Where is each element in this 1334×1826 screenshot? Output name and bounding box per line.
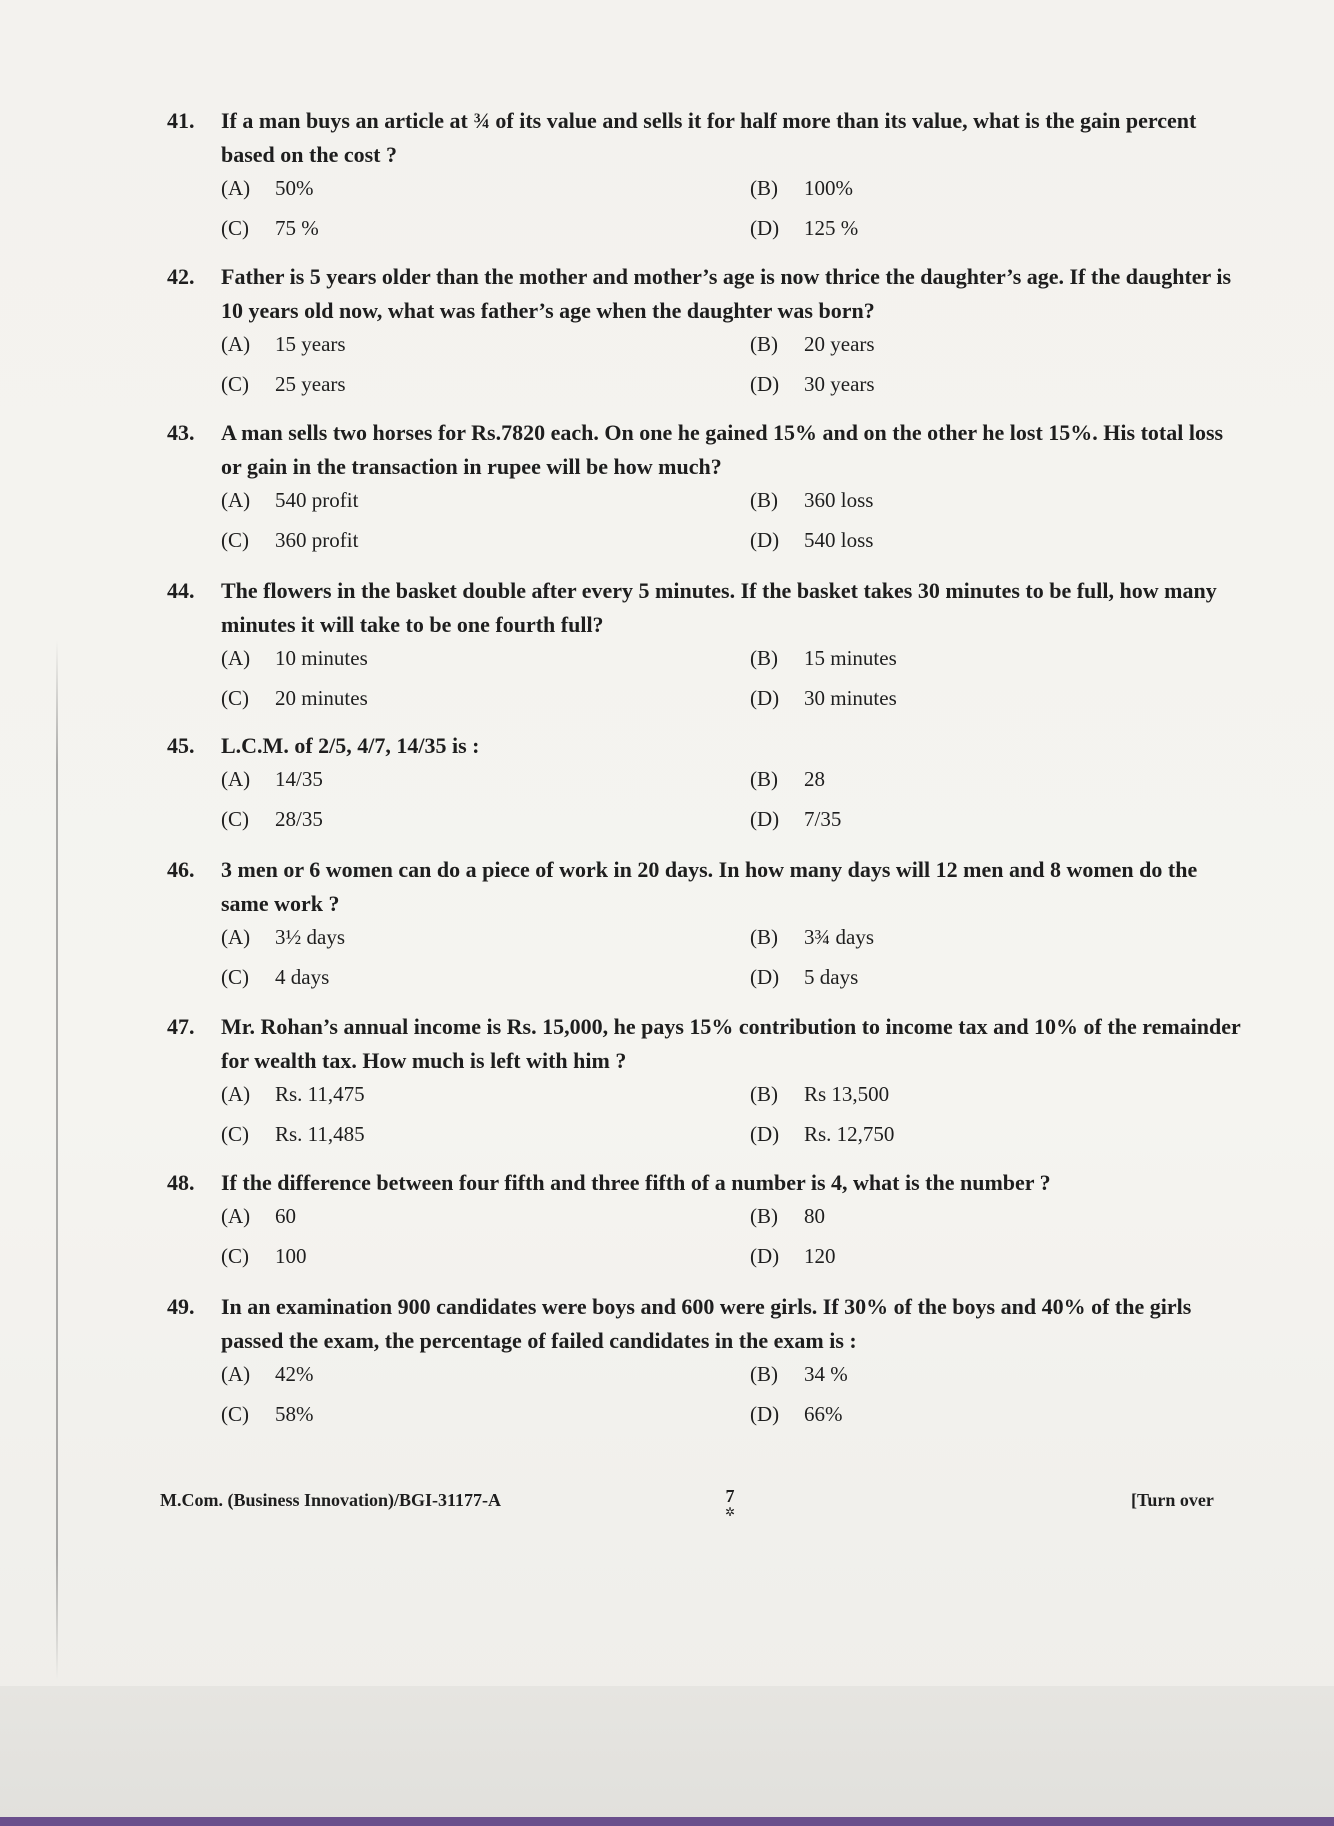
option-b: (B) 28 <box>750 767 825 791</box>
option-c: (C) Rs. 11,485 <box>221 1122 365 1146</box>
scan-bottom-band <box>0 1686 1334 1826</box>
question-text: The flowers in the basket double after every 5 minutes. If the basket takes 30 minutes to be full, how many minutes it will take to be one fourth full? <box>221 578 1217 637</box>
option-row <box>167 1118 1242 1158</box>
option-b: (B) 34 % <box>750 1362 848 1386</box>
option-a: (A) 42% <box>221 1362 314 1386</box>
option-row <box>167 172 1242 212</box>
option-d: (D) 540 loss <box>750 528 874 552</box>
option-d: (D) 30 minutes <box>750 686 897 710</box>
question-text: In an examination 900 candidates were boys and 600 were girls. If 30% of the boys and 40% of the girls passed the exam, the percentage of failed candidates in the exam is : <box>221 1294 1192 1353</box>
option-b: (B) 20 years <box>750 332 875 356</box>
option-b: (B) 100% <box>750 176 853 200</box>
question-stem <box>167 1166 1242 1200</box>
option-d: (D) 5 days <box>750 965 859 989</box>
question-number: 41. <box>167 108 195 133</box>
question-43 <box>167 416 1242 564</box>
option-row <box>167 328 1242 368</box>
option-d: (D) 30 years <box>750 372 875 396</box>
question-number: 47. <box>167 1014 195 1039</box>
option-d: (D) 120 <box>750 1244 836 1268</box>
question-42 <box>167 260 1242 408</box>
turn-over-note: [Turn over <box>1131 1490 1214 1510</box>
option-b: (B) Rs 13,500 <box>750 1082 890 1106</box>
option-d: (D) 66% <box>750 1402 843 1426</box>
question-stem <box>167 104 1242 172</box>
option-b: (B) 3¾ days <box>750 925 874 949</box>
question-49 <box>167 1290 1242 1438</box>
option-row <box>167 484 1242 524</box>
question-number: 48. <box>167 1170 195 1195</box>
question-text: Father is 5 years older than the mother and mother’s age is now thrice the daughter’s age. If the daughter is 10 years old now, what was father’s age when the daughter was born? <box>221 264 1232 323</box>
question-text: A man sells two horses for Rs.7820 each. On one he gained 15% and on the other he lost 15%. His total loss or gain in the transaction in rupee will be how much? <box>221 420 1224 479</box>
question-number: 43. <box>167 420 195 445</box>
page-mark-icon: ✲ <box>724 1505 736 1519</box>
question-number: 46. <box>167 857 195 882</box>
question-text: Mr. Rohan’s annual income is Rs. 15,000, he pays 15% contribution to income tax and 10% of the remainder for wealth tax. How much is left with him ? <box>221 1014 1241 1073</box>
question-stem <box>167 574 1242 642</box>
question-45 <box>167 729 1242 843</box>
option-row <box>167 368 1242 408</box>
option-c: (C) 100 <box>221 1244 307 1268</box>
question-number: 42. <box>167 264 195 289</box>
question-44 <box>167 574 1242 722</box>
option-c: (C) 25 years <box>221 372 346 396</box>
page-number: 7 <box>725 1486 735 1506</box>
option-row <box>167 212 1242 252</box>
question-text: L.C.M. of 2/5, 4/7, 14/35 is : <box>221 733 480 758</box>
option-c: (C) 20 minutes <box>221 686 368 710</box>
option-b: (B) 15 minutes <box>750 646 897 670</box>
option-row <box>167 682 1242 722</box>
option-row <box>167 1078 1242 1118</box>
option-a: (A) 60 <box>221 1204 296 1228</box>
question-text: If a man buys an article at ¾ of its value and sells it for half more than its value, what is the gain percent based on the cost ? <box>221 108 1197 167</box>
option-row <box>167 524 1242 564</box>
option-a: (A) 540 profit <box>221 488 359 512</box>
option-d: (D) 125 % <box>750 216 859 240</box>
option-a: (A) 10 minutes <box>221 646 368 670</box>
option-a: (A) 15 years <box>221 332 346 356</box>
option-row <box>167 961 1242 1001</box>
option-a: (A) 50% <box>221 176 314 200</box>
question-text: If the difference between four fifth and three fifth of a number is 4, what is the number ? <box>221 1170 1051 1195</box>
option-row <box>167 803 1242 843</box>
question-stem <box>167 260 1242 328</box>
option-c: (C) 360 profit <box>221 528 359 552</box>
paper-code: M.Com. (Business Innovation)/BGI-31177-A <box>160 1490 502 1510</box>
question-41 <box>167 104 1242 252</box>
option-c: (C) 4 days <box>221 965 330 989</box>
question-number: 44. <box>167 578 195 603</box>
question-number: 49. <box>167 1294 195 1319</box>
question-stem <box>167 416 1242 484</box>
option-d: (D) 7/35 <box>750 807 842 831</box>
option-c: (C) 58% <box>221 1402 314 1426</box>
option-row <box>167 1240 1242 1280</box>
question-stem <box>167 1290 1242 1358</box>
question-number: 45. <box>167 733 195 758</box>
question-48 <box>167 1166 1242 1280</box>
option-row <box>167 1200 1242 1240</box>
option-row <box>167 1398 1242 1438</box>
scan-margin-line <box>56 640 58 1680</box>
page-number-block <box>720 1488 740 1520</box>
option-row <box>167 763 1242 803</box>
option-row <box>167 921 1242 961</box>
option-b: (B) 360 loss <box>750 488 874 512</box>
option-a: (A) 3½ days <box>221 925 345 949</box>
question-46 <box>167 853 1242 1001</box>
option-c: (C) 28/35 <box>221 807 323 831</box>
scan-bottom-edge <box>0 1817 1334 1826</box>
question-stem <box>167 853 1242 921</box>
option-a: (A) Rs. 11,475 <box>221 1082 365 1106</box>
option-row <box>167 1358 1242 1398</box>
option-c: (C) 75 % <box>221 216 319 240</box>
question-text: 3 men or 6 women can do a piece of work in 20 days. In how many days will 12 men and 8 women do the same work ? <box>221 857 1198 916</box>
option-d: (D) Rs. 12,750 <box>750 1122 895 1146</box>
option-row <box>167 642 1242 682</box>
option-a: (A) 14/35 <box>221 767 323 791</box>
option-b: (B) 80 <box>750 1204 825 1228</box>
question-stem <box>167 729 1242 763</box>
question-stem <box>167 1010 1242 1078</box>
question-47 <box>167 1010 1242 1158</box>
